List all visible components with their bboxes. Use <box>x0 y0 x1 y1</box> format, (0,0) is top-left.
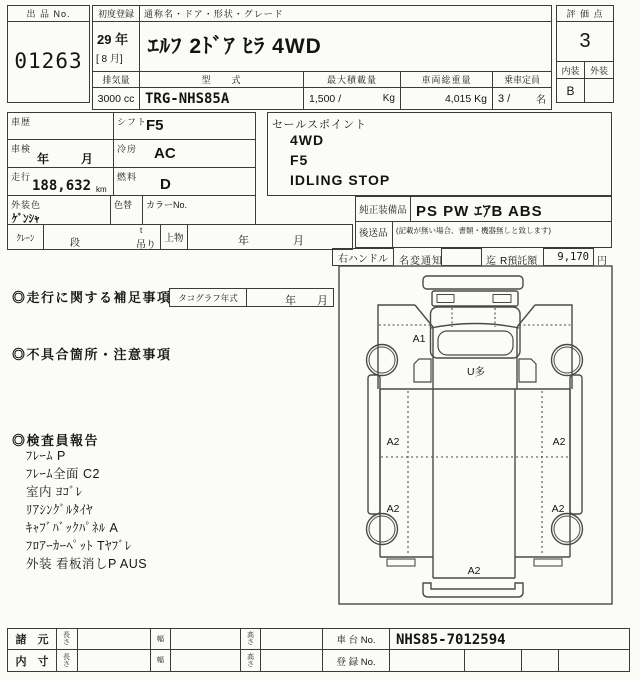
exterior-grade <box>585 79 613 102</box>
cowl-vent-left <box>437 295 454 303</box>
deposit-label: R預託額 <box>500 256 538 267</box>
registration-no-value-cell <box>389 649 630 672</box>
width-value-cell <box>170 649 241 672</box>
body-year: 年 <box>238 235 249 247</box>
first-registration-year: 29 年 <box>97 32 129 47</box>
history-label: 車歴 <box>11 117 32 127</box>
rename-notice-field <box>441 248 482 266</box>
mark-a2-rear: A2 <box>467 565 481 577</box>
wheel-rear-right <box>552 514 583 545</box>
interior-grade: B <box>557 79 585 102</box>
windshield-top <box>431 324 519 329</box>
report-item: ﾌﾚｰﾑ全面 C2 <box>26 467 100 481</box>
exterior-color-value: ｹﾞﾝｼｬ <box>12 213 40 225</box>
height-label-cell: 高さ <box>240 649 261 672</box>
wheel-rear-left-inner <box>369 516 395 542</box>
wheel-rear-right-inner <box>554 516 580 542</box>
first-registration-month: [ 8 月] <box>96 54 123 65</box>
mileage-note-title: ◎走行に関する補足事項 <box>12 290 172 305</box>
length-label-cell: 長さ <box>56 649 78 672</box>
mark-a2-right-rear: A2 <box>551 503 565 515</box>
sales-point-item: 4WD <box>290 132 325 148</box>
handle-box <box>332 248 394 266</box>
shift-value: F5 <box>146 117 164 134</box>
width-value-cell <box>170 628 241 650</box>
displacement-label: 排気量 <box>93 72 139 88</box>
sales-point-label: セールスポイント <box>272 119 368 131</box>
first-registration-label: 初度登録 <box>93 6 139 22</box>
fuel-cell <box>113 167 256 196</box>
max-load-cell <box>303 71 401 110</box>
mark-a2-left-mid: A2 <box>386 436 400 448</box>
displacement-cell <box>92 71 140 110</box>
score-value: 3 <box>557 22 613 62</box>
crane-value-cell <box>43 224 161 250</box>
deposit-field <box>543 248 594 266</box>
sales-point-item: F5 <box>290 152 309 168</box>
model-code-label: 型 式 <box>140 72 303 88</box>
color-no-cell <box>142 195 256 225</box>
mark-a1: A1 <box>412 333 426 345</box>
shift-cell <box>113 112 256 140</box>
crane-label: ｸﾚｰﾝ <box>16 232 35 243</box>
later-items-label-cell <box>355 221 393 248</box>
inspection-cell <box>7 139 114 168</box>
capacity-unit: 名 <box>536 95 546 106</box>
defects-title: ◎不具合箇所・注意事項 <box>12 347 172 362</box>
equipment-value: PS PW ｴｱB ABS <box>416 203 543 220</box>
vehicle-name-cell <box>139 5 552 72</box>
yen-label: 円 <box>597 256 607 267</box>
lot-number-box <box>7 5 90 103</box>
displacement-value: 3000 cc <box>97 92 135 105</box>
capacity-label: 乗車定員 <box>493 72 551 88</box>
inner-dim-head: 内 寸 <box>15 655 49 668</box>
length-value-cell <box>77 649 151 672</box>
cab-step-left <box>414 359 431 382</box>
chassis-no-value: NHS85-7012594 <box>396 632 506 648</box>
max-load-label: 最大積載量 <box>304 72 400 88</box>
tacho-value-cell <box>246 288 334 307</box>
ac-cell <box>113 139 256 168</box>
shift-label: シフト <box>117 117 148 127</box>
dimensions-head: 諸 元 <box>15 634 49 646</box>
history-cell <box>7 112 114 140</box>
first-registration-cell <box>92 5 140 72</box>
registration-no-label: 登 録 No. <box>336 656 376 668</box>
report-item: ｷｬﾌﾞﾊﾞｯｸﾊﾟﾈﾙ A <box>26 521 119 535</box>
report-item: ﾘｱｼﾝｸﾞﾙﾀｲﾔ <box>26 503 94 517</box>
lot-number-value: 01263 <box>14 49 83 73</box>
chassis-no-label-cell <box>322 628 390 650</box>
tacho-month: 月 <box>317 295 328 307</box>
side-rail-right <box>570 375 582 514</box>
wheel-front-left <box>367 345 398 376</box>
dimensions-head-cell <box>7 628 57 650</box>
inspection-value: 年 月 <box>36 152 103 166</box>
model-code-cell <box>139 71 304 110</box>
body-label: 上物 <box>164 233 184 244</box>
length-value-cell <box>77 628 151 650</box>
mark-cab: U多 <box>466 366 486 378</box>
tacho-label-cell <box>169 288 247 307</box>
gross-weight-cell <box>400 71 493 110</box>
max-load-unit: Kg <box>382 93 395 104</box>
crane-tsuri: 吊り <box>136 240 156 251</box>
crane-label-cell <box>7 224 44 250</box>
height-value-cell <box>260 649 323 672</box>
score-box <box>556 5 614 103</box>
capacity-cell <box>492 71 552 110</box>
registration-no-label-cell <box>322 649 390 672</box>
mark-a2-right-mid: A2 <box>552 436 566 448</box>
vehicle-name-label: 通称名・ドア・形状・グレード <box>140 6 551 22</box>
registration-no-divider <box>521 650 522 671</box>
handle-label: 右ハンドル <box>338 253 388 265</box>
wheel-front-right <box>552 345 583 376</box>
report-item: ﾌﾚｰﾑ P <box>26 449 66 463</box>
body-value-cell <box>187 224 353 250</box>
vehicle-diagram <box>338 265 613 605</box>
sales-point-box <box>267 112 612 196</box>
cowl-panel <box>432 291 518 306</box>
mileage-cell <box>7 167 114 196</box>
width-label-cell: 幅 <box>150 649 171 672</box>
color-no-label: カラーNo. <box>146 200 188 210</box>
inspector-title: ◎検査員報告 <box>12 433 100 448</box>
length-label-cell: 長さ <box>56 628 78 650</box>
recolor-label: 色替 <box>114 200 133 210</box>
vehicle-name-value: ｴﾙﾌ 2ﾄﾞｱ ﾋﾗ 4WD <box>148 35 322 58</box>
exterior-color-cell <box>7 195 111 225</box>
report-item: 外装 看板消しP AUS <box>26 557 148 571</box>
recolor-cell <box>110 195 143 225</box>
until-label: 迄 <box>486 256 496 267</box>
equipment-value-cell <box>410 196 612 222</box>
deposit-value: 9,170 <box>557 251 589 263</box>
wheel-front-right-inner <box>554 347 580 373</box>
sales-point-item: IDLING STOP <box>290 172 391 188</box>
height-value-cell <box>260 628 323 650</box>
crane-t: t <box>140 226 143 235</box>
side-rail-left <box>368 375 380 514</box>
height-label-cell: 高さ <box>240 628 261 650</box>
later-items-label: 後送品 <box>359 228 388 239</box>
max-load-value: 1,500 / <box>309 92 342 105</box>
mileage-unit: km <box>96 185 107 194</box>
cowl-vent-right <box>493 295 511 303</box>
exterior-label: 外装 <box>589 65 608 76</box>
later-items-note-cell <box>392 221 612 248</box>
width-label-cell: 幅 <box>150 628 171 650</box>
score-label: 評 価 点 <box>557 6 613 22</box>
registration-no-divider <box>558 650 559 671</box>
front-bumper <box>423 276 523 289</box>
chassis-no-label: 車 台 No. <box>336 635 376 646</box>
wheel-front-left-inner <box>369 347 395 373</box>
mark-a2-left-rear: A2 <box>386 503 400 515</box>
rename-notice-label: 名変通知 <box>399 256 443 267</box>
report-item: 室内 ﾖｺﾞﾚ <box>26 485 83 499</box>
lot-number-label: 出 品 No. <box>8 6 89 22</box>
equipment-label-cell <box>355 196 411 222</box>
crane-dan: 段 <box>70 238 80 249</box>
interior-label: 内装 <box>557 62 585 78</box>
capacity-value: 3 / <box>498 92 511 105</box>
model-code-value: TRG-NHS85A <box>145 91 230 107</box>
inspection-label: 車検 <box>11 144 32 154</box>
fuel-value: D <box>160 176 171 193</box>
ac-label: 冷房 <box>117 144 138 154</box>
tacho-label: タコグラフ年式 <box>178 292 238 303</box>
rear-step-right <box>534 559 562 566</box>
tacho-year: 年 <box>285 295 296 307</box>
mileage-value: 188,632 <box>32 178 92 194</box>
chassis-no-value-cell <box>389 628 630 650</box>
rear-step-left <box>387 559 415 566</box>
mileage-label: 走行 <box>11 172 32 182</box>
later-items-note: (記載が無い場合、書類・機器無しと致します) <box>396 226 551 235</box>
gross-weight-value: 4,015 Kg <box>444 92 487 105</box>
fuel-label: 燃料 <box>117 172 138 182</box>
rear-bumper <box>423 583 523 597</box>
cab-roof <box>431 307 521 358</box>
wheel-rear-left <box>367 514 398 545</box>
registration-no-divider <box>464 650 465 671</box>
report-item: ﾌﾛｱｰｶｰﾍﾟｯﾄ Tﾔﾌﾞﾚ <box>26 539 132 553</box>
body-label-cell <box>160 224 188 250</box>
gross-weight-label: 車両総重量 <box>401 72 492 88</box>
windshield <box>438 331 513 355</box>
body-month: 月 <box>293 235 304 247</box>
exterior-color-label: 外装色 <box>11 200 42 210</box>
inner-dim-head-cell <box>7 649 57 672</box>
equipment-label: 純正装備品 <box>359 205 407 216</box>
cab-step-right <box>519 359 536 382</box>
ac-value: AC <box>154 145 176 162</box>
